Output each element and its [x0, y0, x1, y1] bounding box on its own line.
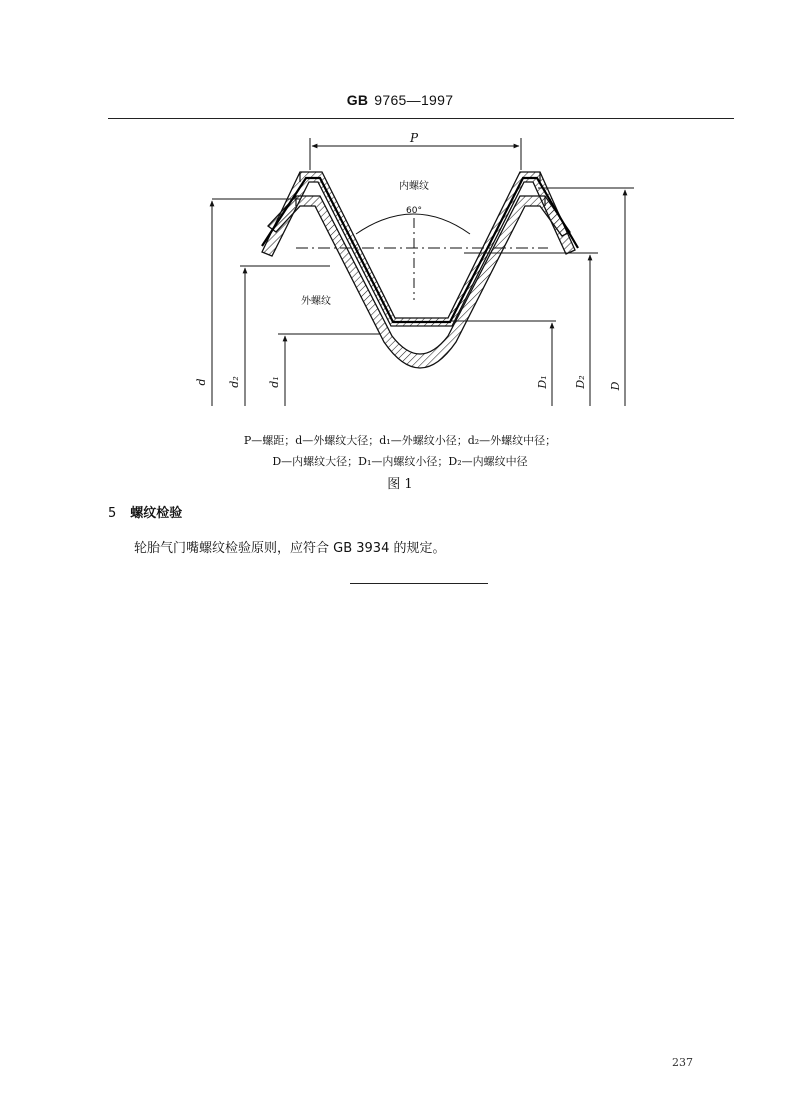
internal-thread-label: 内螺纹 — [399, 181, 429, 192]
dim-D2-label: D₂ — [574, 375, 587, 389]
pitch-label: P — [409, 131, 419, 145]
external-thread-profile — [268, 196, 570, 368]
figure-title: 图 1 — [387, 477, 413, 492]
page-number: 237 — [672, 1056, 693, 1069]
end-rule — [350, 583, 488, 584]
dim-d-label: d — [195, 378, 208, 386]
dim-d2-label: d₂ — [228, 376, 241, 388]
section-title: 螺纹检验 — [130, 506, 183, 521]
dim-D-label: D — [609, 381, 622, 391]
dim-d1-label: d₁ — [268, 376, 281, 388]
body-paragraph: 轮胎气门嘴螺纹检验原则，应符合 GB 3934 的规定。 — [134, 541, 446, 556]
angle-label: 60° — [406, 206, 422, 216]
section-number: 5 — [108, 506, 117, 521]
angle-arc — [356, 214, 470, 234]
thread-profile-figure — [0, 0, 800, 430]
standard-code: GB — [346, 92, 369, 108]
figure-caption-line2: D—内螺纹大径；D₁—内螺纹小径；D₂—内螺纹中径 — [272, 455, 528, 468]
dim-D1-label: D₁ — [536, 375, 549, 389]
external-thread-label: 外螺纹 — [301, 296, 331, 307]
section-heading — [108, 502, 182, 521]
standard-number: 9765—1997 — [374, 92, 454, 108]
figure-caption-line1: P—螺距；d—外螺纹大径；d₁—外螺纹小径；d₂—外螺纹中径； — [243, 434, 557, 447]
